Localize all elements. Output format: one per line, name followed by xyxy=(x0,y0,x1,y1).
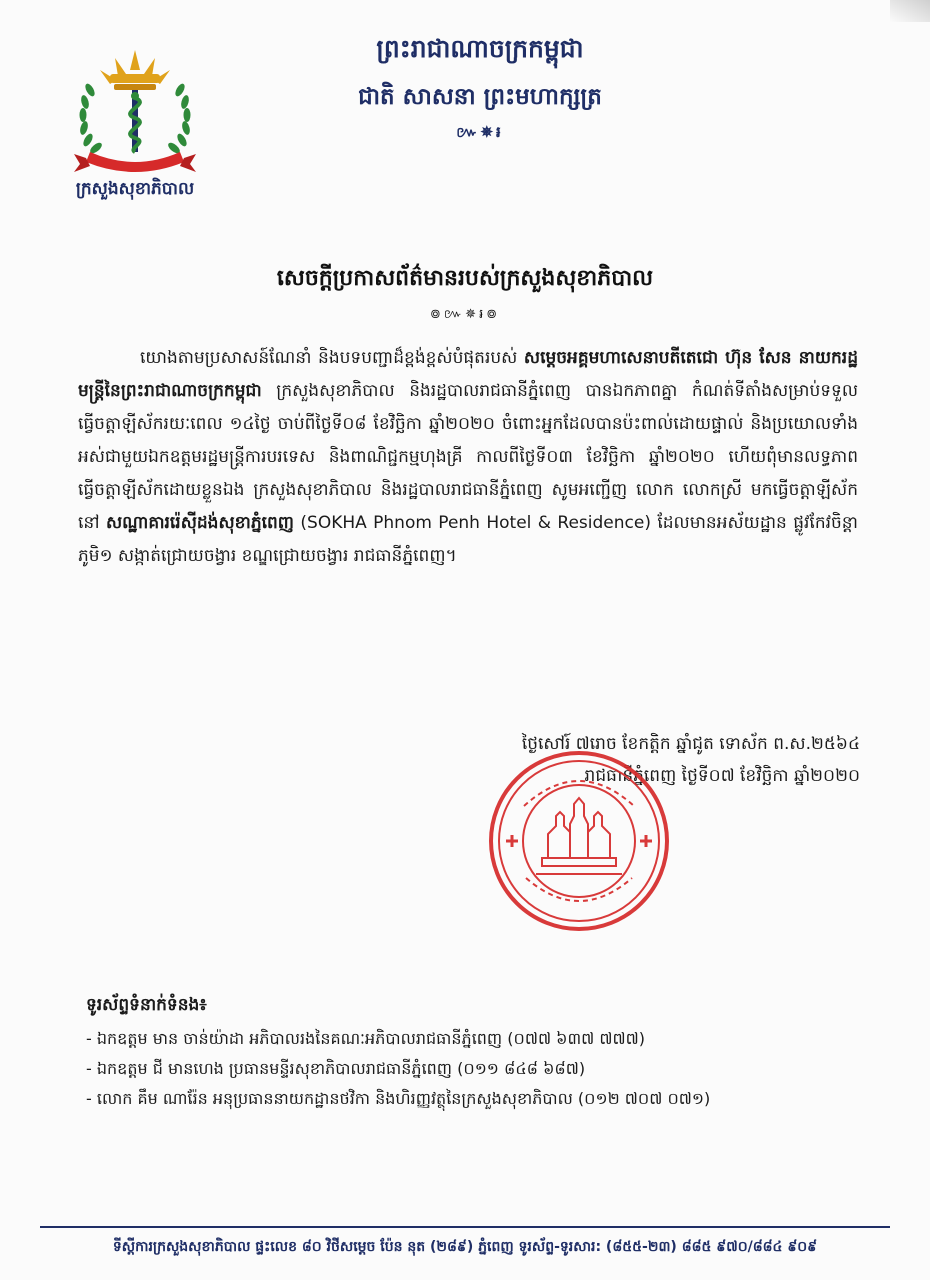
lunar-date: ថ្ងៃសៅរ៍ ៧រោច ខែកត្តិក ឆ្នាំជូត ទោស័ក ព.ស.២៥៦៤ xyxy=(521,734,860,754)
ministry-logo xyxy=(60,48,210,223)
contact-section xyxy=(86,990,846,1114)
seal-stamp-icon xyxy=(484,746,674,936)
footer-divider xyxy=(40,1226,890,1228)
official-seal xyxy=(484,746,674,936)
contacts-heading: ទូរស័ព្ទទំនាក់ទំនង៖ xyxy=(86,995,207,1015)
body-bold-prime-minister: សម្តេចអគ្គមហាសេនាបតីតេជោ ហ៊ុន សែន នាយករដ្ឋមន្ត្រីនៃព្រះរាជាណាចក្រកម្ពុជា xyxy=(78,348,858,401)
contact-item: - ឯកឧត្តម ជី មានហេង ប្រធានមន្ទីរសុខាភិបាលរាជធានីភ្នំពេញ (០១១ ៨៤៨ ៦៨៧) xyxy=(86,1059,586,1078)
body-part-1: យោងតាមប្រសាសន៍ណែនាំ និងបទបញ្ជាដ៏ខ្ពង់ខ្ពស់បំផុតរបស់ xyxy=(140,348,524,368)
ministry-emblem-icon xyxy=(60,48,210,178)
national-motto: ជាតិ សាសនា ព្រះមហាក្សត្រ xyxy=(358,83,602,110)
body-part-3: (SOKHA Phnom Penh Hotel & Residence) ដែលមានអស័យដ្ឋាន ផ្លូវកែវចិន្តា ភូមិ១ សង្កាត់ជ្រោយចង្វារ ខណ្ឌជ្រោយចង្វារ រាជធានីភ្នំពេញ។ xyxy=(78,513,858,566)
announcement-title: សេចក្តីប្រកាសព័ត៌មានរបស់ក្រសួងសុខាភិបាល xyxy=(276,265,654,291)
page-corner-shadow xyxy=(890,0,930,22)
footer-address: ទីស្តីការក្រសួងសុខាភិបាល ផ្ទះលេខ ៨០ វិថីសម្តេច ប៉ែន នុត (២៨៩) ភ្នំពេញ ទូរស័ព្ទ-ទូរសារ: (៨៥៥-២៣) ៨៨៥ ៩៧០/៨៨៤ ៩០៩ xyxy=(112,1239,818,1255)
announcement-body xyxy=(78,342,858,573)
logo-caption: ក្រសួងសុខាភិបាល xyxy=(75,179,195,199)
header-ornament: ៚✵៛ xyxy=(456,123,504,141)
contact-item: - លោក គឹម ណារ៉ែន អនុប្រធាននាយកដ្ឋានថវិកា និងហិរញ្ញវត្ថុនៃក្រសួងសុខាភិបាល (០១២ ៧០៧ ០៧១) xyxy=(86,1089,711,1108)
kingdom-name: ព្រះរាជាណាចក្រកម្ពុជា xyxy=(376,34,584,63)
title-ornament: ៙៚✵៛៙ xyxy=(429,307,500,322)
solar-date: រាជធានីភ្នំពេញ ថ្ងៃទី០៧ ខែវិច្ឆិកា ឆ្នាំ២០២០ xyxy=(584,766,860,786)
contact-item: - ឯកឧត្តម មាន ចាន់យ៉ាដា អភិបាលរងនៃគណៈអភិបាលរាជធានីភ្នំពេញ (០៧៧ ៦៣៧ ៧៧៧) xyxy=(86,1029,645,1048)
document-header xyxy=(250,32,710,142)
body-bold-hotel: សណ្ឋាគាររ៉េស៊ីដង់សុខាភ្នំពេញ xyxy=(105,513,294,533)
body-part-2: ក្រសួងសុខាភិបាល និងរដ្ឋបាលរាជធានីភ្នំពេញ បានឯកភាពគ្នា កំណត់ទីតាំងសម្រាប់ទទួលធ្វើចត្តាឡីស័ករយៈពេល ១៤ថ្ងៃ ចាប់ពីថ្ងៃទី០៨ ខែវិច្ឆិកា ឆ្នាំ២០២០ ចំពោះអ្នកដែលបានប៉ះពាល់ដោយផ្ទាល់ និងប្រយោលទាំងអស់ជាមួយឯកឧត្តមរដ្ឋមន្ត្រីការបរទេស និងពាណិជ្ជកម្មហុងគ្រី កាលពីថ្ងៃទី០៣ ខែវិច្ឆិកា ឆ្នាំ២០២០ ហើយពុំមានលទ្ធភាពធ្វើចត្តាឡីស័កដោយខ្លួនឯង ក្រសួងសុខាភិបាល និងរដ្ឋបាលរាជធានីភ្នំពេញ សូមអញ្ជើញ លោក លោកស្រី មកធ្វើចត្តាឡីស័កនៅ xyxy=(78,381,858,533)
